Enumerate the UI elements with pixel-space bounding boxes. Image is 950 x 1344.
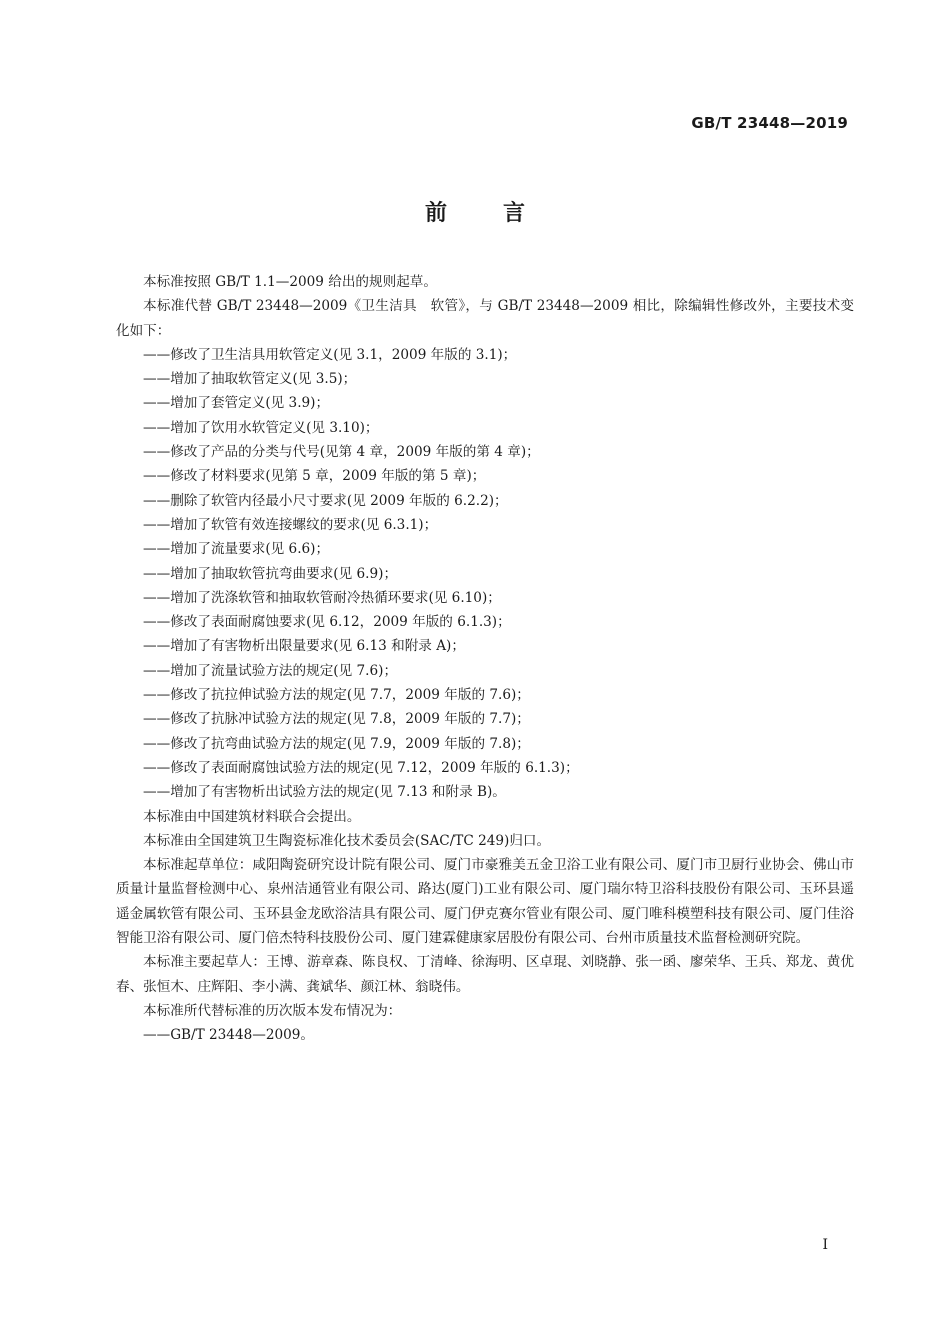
list-item: ——增加了流量试验方法的规定(见 7.6)； <box>143 662 398 679</box>
list-item: ——修改了卫生洁具用软管定义(见 3.1，2009 年版的 3.1)； <box>143 346 517 363</box>
drafting-rule-paragraph: 本标准按照 GB/T 1.1—2009 给出的规则起草。 <box>143 274 437 290</box>
history-intro-paragraph: 本标准所代替标准的历次版本发布情况为： <box>143 1002 402 1019</box>
list-item: ——修改了表面耐腐蚀试验方法的规定(见 7.12，2009 年版的 6.1.3)； <box>143 759 579 776</box>
list-item: ——增加了软管有效连接螺纹的要求(见 6.3.1)； <box>143 516 438 533</box>
list-item: ——增加了有害物析出限量要求(见 6.13 和附录 A)； <box>143 638 465 655</box>
standard-code: GB/T 23448—2019 <box>691 114 848 132</box>
history-item: ——GB/T 23448—2009。 <box>143 1027 315 1044</box>
list-item: ——修改了抗拉伸试验方法的规定(见 7.7，2009 年版的 7.6)； <box>143 687 530 704</box>
list-item: ——增加了抽取软管定义(见 3.5)； <box>143 371 357 388</box>
managed-by-paragraph: 本标准由全国建筑卫生陶瓷标准化技术委员会(SAC/TC 249)归口。 <box>143 832 551 849</box>
list-item: ——修改了表面耐腐蚀要求(见 6.12，2009 年版的 6.1.3)； <box>143 614 511 631</box>
list-item: ——修改了产品的分类与代号(见第 4 章，2009 年版的第 4 章)； <box>143 444 540 461</box>
list-item: ——修改了材料要求(见第 5 章，2009 年版的第 5 章)； <box>143 468 486 485</box>
list-item: ——修改了抗脉冲试验方法的规定(见 7.8，2009 年版的 7.7)； <box>143 711 530 728</box>
list-item: ——增加了套管定义(见 3.9)； <box>143 395 330 412</box>
list-item: ——删除了软管内径最小尺寸要求(见 2009 年版的 6.2.2)； <box>143 492 508 509</box>
list-item: ——增加了洗涤软管和抽取软管耐冷热循环要求(见 6.10)； <box>143 589 501 606</box>
list-item: ——修改了抗弯曲试验方法的规定(见 7.9，2009 年版的 7.8)； <box>143 735 530 752</box>
list-item: ——增加了抽取软管抗弯曲要求(见 6.9)； <box>143 565 398 582</box>
list-item: ——增加了有害物析出试验方法的规定(见 7.13 和附录 B)。 <box>143 784 506 801</box>
page-title: 前言 <box>424 201 581 226</box>
replacement-paragraph: 本标准代替 GB/T 23448—2009《卫生洁具 软管》，与 GB/T 23448—2009 相比，除编辑性修改外，主要技术变化如下： <box>116 298 854 339</box>
drafting-units-paragraph: 本标准起草单位：咸阳陶瓷研究设计院有限公司、厦门市豪雅美五金卫浴工业有限公司、厦门市卫厨行业协会、佛山市质量计量监督检测中心、泉州洁通管业有限公司、路达(厦门)工业有限公司、厦门瑞尔特卫浴科技股份有限公司、玉环县遥遥金属软管有限公司、玉环县金龙欧浴洁具有限公司、厦门伊克赛尔管业有限公司、厦门唯科模塑科技有限公司、厦门佳浴智能卫浴有限公司、厦门倍杰特科技股份公司、厦门建霖健康家居股份有限公司、台州市质量技术监督检测研究院。 <box>116 857 854 947</box>
foreword-body <box>116 270 854 1048</box>
proposed-by-paragraph: 本标准由中国建筑材料联合会提出。 <box>143 808 361 825</box>
technical-changes-list <box>116 343 854 805</box>
list-item: ——增加了流量要求(见 6.6)； <box>143 541 330 558</box>
list-item: ——增加了饮用水软管定义(见 3.10)； <box>143 419 379 436</box>
page-number: I <box>822 1237 828 1253</box>
drafters-paragraph: 本标准主要起草人：王博、游章森、陈良权、丁清峰、徐海明、区卓琨、刘晓静、张一函、廖荣华、王兵、郑龙、黄优春、张恒木、庄辉阳、李小满、龚斌华、颜江林、翁晓伟。 <box>116 954 854 995</box>
